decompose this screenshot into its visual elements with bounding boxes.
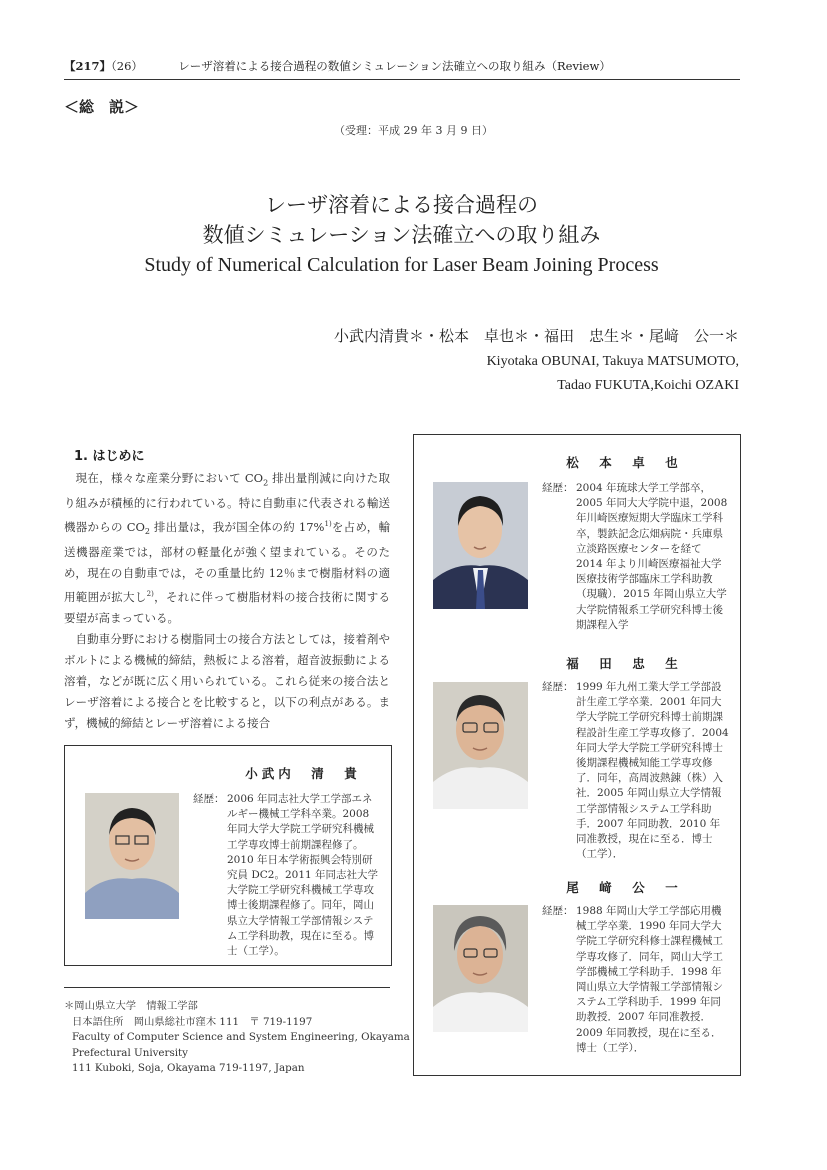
footnote-line1: ＊岡山県立大学 情報工学部 bbox=[64, 1000, 198, 1012]
bio-label: 経歴： bbox=[542, 482, 574, 494]
running-header bbox=[64, 58, 740, 74]
bio-career-obunai: 2006 年同志社大学工学部エネルギー機械工学科卒業。2008 年同大学大学院工学研究科機械工学専攻博士前期課程修了。2010 年日本学術振興会特別研究員 DC2。2011 年同志社大学大学院工学研究科機械工学専攻博士後期課程修了。同年，岡山県立大学情報工学部情報システム工学科助教，現在に至る。博士（工学）。 bbox=[227, 793, 379, 958]
authors-en-line2: Tadao FUKUTA,Koichi OZAKI bbox=[557, 378, 739, 393]
bio-text-matsumoto bbox=[542, 481, 730, 633]
bio-text-obunai bbox=[193, 792, 379, 959]
received-date: （受理：平成 29 年 3 月 9 日） bbox=[334, 124, 493, 137]
authors-en-line1: Kiyotaka OBUNAI, Takuya MATSUMOTO, bbox=[486, 354, 739, 369]
bio-label: 経歴： bbox=[193, 793, 225, 805]
bio-name-ozaki: 尾 﨑 公 一 bbox=[566, 880, 682, 895]
bio-text-fukuta bbox=[542, 680, 730, 862]
section-label: ＜総 説＞ bbox=[64, 98, 140, 116]
footnote-line5: 111 Kuboki, Soja, Okayama 719-1197, Japan bbox=[72, 1062, 305, 1074]
authors-en bbox=[487, 350, 739, 398]
footnote-line2: 日本語住所 岡山県総社市窪木 111 〒 719-1197 bbox=[72, 1015, 313, 1028]
footnote-line4: Prefectural University bbox=[72, 1046, 188, 1059]
bio-career-matsumoto: 2004 年琉球大学工学部卒，2005 年同大大学院中退，2008 年川崎医療短期大学臨床工学科卒，製鉄記念広畑病院・兵庫県立淡路医療センターを経て 2014 年より川崎医療福祉大学医療技術学部臨床工学科助教（現職）．2015 年岡山県立大学大学院情報系工学研究科博士後期課程入学 bbox=[576, 482, 728, 631]
bio-career-ozaki: 1988 年岡山大学工学部応用機械工学卒業．1990 年同大学大学院工学研究科修士課程機械工学専攻修了．同年，岡山大学工学部機械工学科助手．1998 年岡山県立大学情報工学部情報システム工学科助手．1999 年同助教授．2007 年同准教授．2009 年同教授，現在に至る．博士（工学）． bbox=[576, 905, 723, 1054]
intro-paragraph-1 bbox=[64, 468, 390, 629]
footnote-line3: Faculty of Computer Science and System Engineering, Okayama bbox=[72, 1031, 410, 1043]
bio-career-fukuta: 1999 年九州工業大学工学部設計生産工学卒業．2001 年同大学大学院工学研究科博士前期課程設計生産工学専攻修了．2004 年同大学大学院工学研究科博士後期課程機械知能工学専攻修了．同年，高周波熱錬（株）入社．2005 年岡山県立大学情報工学部情報システム工学科助手．2007 年同助教．2010 年同准教授，現在に至る．博士（工学）． bbox=[576, 681, 729, 861]
intro-p1-b: 排出量削減に向けた取り組みが積極的に行われている。特に自動車に代表される輸送機器からの CO bbox=[64, 471, 391, 535]
portrait-obunai bbox=[85, 793, 179, 919]
intro-p1-c: 排出量は，我が国全体の約 17% bbox=[150, 520, 325, 535]
bio-name-fukuta: 福 田 忠 生 bbox=[566, 656, 682, 671]
authors-ja: 小武内清貴＊・松本 卓也＊・福田 忠生＊・尾﨑 公一＊ bbox=[333, 327, 739, 345]
issue-page: （26） bbox=[111, 59, 143, 73]
intro-p1-e: ，それに伴って樹脂材料の接合技術に関する要望が高まっている。 bbox=[64, 590, 390, 626]
intro-body bbox=[64, 468, 390, 734]
reference-2: 2) bbox=[146, 590, 154, 599]
portrait-fukuta bbox=[433, 682, 528, 809]
affiliation-footnote bbox=[64, 999, 410, 1077]
header-rule bbox=[64, 79, 740, 80]
portrait-ozaki bbox=[433, 905, 528, 1032]
reference-1: 1) bbox=[324, 520, 332, 529]
intro-heading: 1. はじめに bbox=[74, 449, 145, 464]
title-en: Study of Numerical Calculation for Laser Beam Joining Process bbox=[144, 254, 659, 276]
bio-label: 経歴： bbox=[542, 681, 574, 693]
intro-paragraph-2: 自動車分野における樹脂同士の接合方法としては，接着剤やボルトによる機械的締結，熱板による溶着，超音波振動による溶着，などが既に広く用いられている。これら従来の接合法とレーザ溶着による接合とを比較すると，以下の利点がある。まず，機械的締結とレーザ溶着による接合 bbox=[64, 632, 390, 731]
bio-label: 経歴： bbox=[542, 905, 574, 917]
bio-name-matsumoto: 松 本 卓 也 bbox=[566, 455, 682, 470]
title-ja-line2: 数値シミュレーション法確立への取り組み bbox=[202, 223, 601, 247]
intro-p1-d: を占め，輸送機器産業では，部材の軽量化が強く望まれている。そのため，現在の自動車では，その重量比約 12％まで樹脂材料の適用範囲が拡大し bbox=[64, 520, 390, 605]
footnote-rule bbox=[64, 987, 390, 988]
running-title: レーザ溶着による接合過程の数値シミュレーション法確立への取り組み（Review） bbox=[178, 59, 611, 73]
title-ja-line1: レーザ溶着による接合過程の bbox=[265, 193, 538, 217]
co2-subscript: 2 bbox=[144, 527, 151, 537]
bio-box-right bbox=[413, 434, 741, 1076]
co2-subscript: 2 bbox=[263, 478, 269, 488]
page-number: 【217】 bbox=[64, 59, 112, 73]
bio-box-obunai bbox=[64, 745, 392, 966]
bio-name-obunai: 小武内 清 貴 bbox=[245, 766, 361, 781]
bio-text-ozaki bbox=[542, 904, 730, 1056]
portrait-matsumoto bbox=[433, 482, 528, 609]
intro-p1-a: 現在，様々な産業分野において CO bbox=[75, 471, 264, 485]
